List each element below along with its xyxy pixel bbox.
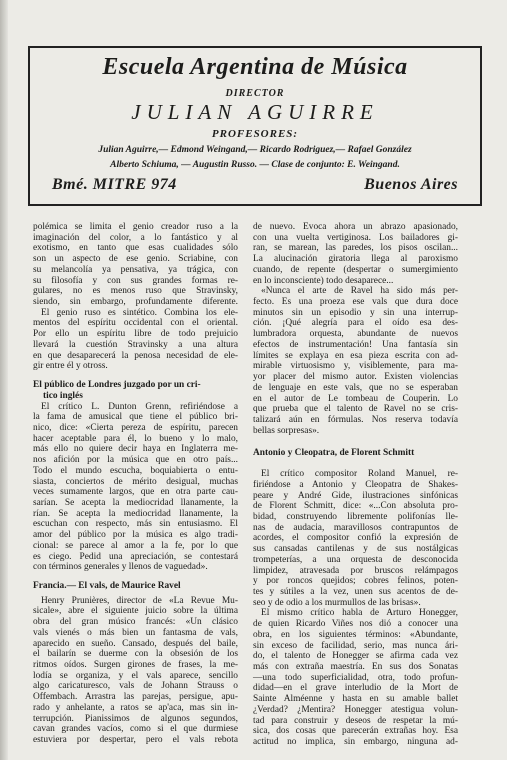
section-heading-londres: El público de Londres juzgado por un cri- (33, 380, 201, 391)
text-line: mirable virtuosismo y, visiblemente, para ma- (253, 361, 458, 372)
text-line: Henry Prunières, director de «La Revue Mu- (41, 595, 238, 606)
text-line: hacer aceptable para él, lo bueno y lo malo, (33, 433, 238, 444)
text-line: «Nunca el arte de Ravel ha sido más per- (261, 286, 458, 297)
text-line: más con extraña maestría. En sus dos Sonatas (253, 662, 458, 673)
text-line: y por roncos quejidos; cobres felinos, poten- (253, 576, 458, 587)
text-line: gir entre él y otross. (33, 361, 108, 372)
text-line: imaginación del color, a lo fantástico y al (33, 232, 238, 243)
text-line: firiéndose a Antonio y Cleopatra de Shakes- (253, 479, 458, 490)
text-line: de lenguaje en este vals, que no se esperaban (253, 382, 458, 393)
advertisement-box (28, 46, 482, 206)
left-column (33, 222, 238, 746)
section-heading-antonio-cleopatra: Antonio y Cleopatra, de Florent Schmitt (253, 448, 415, 459)
text-line: gulares, no es menos ruso que Stravinsky, (33, 286, 238, 297)
text-line: siasta, conciertos de mérito desigual, muchas (33, 476, 238, 487)
text-line: yor placer del mismo autor. Existen violencias (253, 372, 458, 383)
text-line: trompeterías, a una orquesta de desconocida (253, 554, 458, 565)
text-line: sus cansadas cantilenas y de sus nostálgicas (253, 544, 458, 555)
text-line: sin exceso de facilidad, serio, mas nunca ári- (253, 640, 458, 651)
text-line: ran, se marean, las paredes, los pisos oscilan... (253, 243, 458, 254)
text-line: la fama de amusical que tiene el público bri- (33, 412, 238, 423)
text-line: didad—en el grave interludio de la Mort de (253, 683, 458, 694)
paragraph-scriabine (33, 222, 238, 372)
right-column (253, 222, 458, 748)
text-line: ¿Verdad? ¿Mentira? Honegger atestigua volun- (253, 704, 458, 715)
paragraph-londres (33, 402, 238, 574)
text-line: ritmos oídos. Surgen girones de frases, la me- (33, 660, 238, 671)
text-line: tad para construir y deseos de respetar la mú- (253, 715, 458, 726)
text-line: aparecido en sueño. Cansado, después del baile, (33, 638, 238, 649)
text-line: seo y de odio a los murmullos de las brisas». (253, 597, 421, 608)
text-line: Offembach. Arrastra las parejas, persigue, apu- (33, 692, 238, 703)
text-line: escuchan con respecto, más sin entusiasmo. El (33, 519, 238, 530)
page-binding-edge (0, 0, 8, 760)
school-address: Bmé. MITRE 974 (52, 176, 177, 193)
text-line: sicale», abre el siguiente juicio sobre la última (33, 606, 238, 617)
text-line: sarían. Se acepta la mediocridad llanamente, la (33, 497, 238, 508)
text-line: El crítico L. Dunton Grenn, refiriéndose a (41, 401, 238, 412)
school-title: Escuela Argentina de Música (102, 54, 408, 80)
text-line: vals vienés o más bien un fantasma de vals, (33, 627, 238, 638)
text-line: con términos generales y llenos de vaguedad». (33, 562, 208, 573)
text-line: nas de audacia, maravillosos contrapuntos de (253, 522, 458, 533)
text-line: de Florent Schmitt, dice: «...Con absoluta pro- (253, 501, 458, 512)
text-line: de quien Ricardo Viñes nos dió a conocer una (253, 619, 458, 630)
text-line: bidad, construyendo libremente polifonías lle- (253, 511, 458, 522)
text-line: más ello no quiere decir haya en Inglaterra me- (33, 444, 238, 455)
text-line: su filosofía y con sus grandes formas re- (33, 275, 238, 286)
profesores-line-2: Alberto Schiuma, — Augustin Russo. — Clase de conjunto: E. Weingand. (110, 160, 400, 170)
text-line: El genio ruso es sintético. Combina los ele- (41, 307, 238, 318)
text-line: rado y anhelante, a ratos se ap'aca, mas sin in- (33, 702, 238, 713)
section-heading-francia: Francia.— El vals, de Maurice Ravel (33, 581, 181, 591)
text-line: con una vuelta vertiginosa. Los bailadores gi- (253, 232, 458, 243)
text-line: en el autor de Le tombeau de Couperin. Lo (253, 393, 458, 404)
text-line: lumbradora orquesta, abundante de nuevos (253, 329, 458, 340)
text-line: lodía se organiza, y el vals aparece, sencillo (33, 670, 238, 681)
paragraph-honegger (253, 608, 458, 747)
text-line: polémica se limita el genio creador ruso a la (33, 222, 238, 232)
text-line: limpidez, atravesada por bruscos relámpagos (253, 565, 458, 576)
paragraph-ravel-vals (33, 596, 238, 746)
text-line: siendo, sin embargo, profundamente diferente. (33, 297, 238, 308)
text-line: Por ello un espíritu libre de todo prejuicio (33, 329, 238, 340)
profesores-line-1: Julian Aguirre,— Edmond Weingand,— Ricardo Rodriguez,— Rafael González (98, 145, 412, 155)
text-line: peare y André Gide, ilustraciones sinfónicas (253, 490, 458, 501)
text-line: nos afición por la música que en otro país... (33, 455, 238, 466)
text-line: ción. ¡Qué alegría para el oído esa des- (253, 318, 458, 329)
profesores-label: PROFESORES: (211, 128, 299, 140)
text-line: sica, dos cosas que parecerán extrañas hoy. Esa (253, 726, 458, 737)
text-line: el bailarín se duerme con la obsesión de los (33, 649, 238, 660)
text-line: que prueba que el talento de Ravel no se cris- (253, 404, 458, 415)
text-line: estuviera por despertar, pero el vals rebota (33, 735, 238, 746)
text-line: es ciego. Pedid una apreciación, se contestará (33, 551, 238, 562)
text-line: terrupción. Pianissimos de algunos segundos, (33, 713, 238, 724)
text-line: mentos del espíritu occidental con el oriental. (33, 318, 238, 329)
text-line: Sainte Alméenne y hasta en su amable ballet (253, 694, 458, 705)
text-line: son un aspecto de ese genio. Scriabine, con (33, 254, 238, 265)
paragraph-schmitt (253, 469, 458, 608)
text-line: exotismo, en tanto que esas cualidades sólo (33, 243, 238, 254)
text-line: talizará aún en fórmulas. Nos reserva todavía (253, 414, 458, 425)
text-line: La alucinación giratoria llega al paroxismo (253, 254, 458, 265)
text-line: rían. Se acepta la mediocridad llanamente, la (33, 508, 238, 519)
text-line: cuando, de repente (despertar o sumergimiento (253, 264, 458, 275)
text-line: llevará la cuestión Stravinsky a una altura (33, 339, 238, 350)
text-line: El crítico compositor Roland Manuel, re- (261, 469, 458, 480)
director-label: DIRECTOR (225, 88, 285, 99)
text-line: minutos sin un episodio y sin una interrup- (253, 307, 458, 318)
school-city: Buenos Aires (364, 176, 458, 193)
section-heading-londres-cont: tico inglés (43, 390, 83, 401)
text-line: do, el talento de Honegger se afirma cada vez (253, 651, 458, 662)
text-line: en lo inconsciente) todo desaparece... (253, 275, 394, 286)
text-line: obra del gran músico francés: «Un clásico (33, 617, 238, 628)
text-line: nico, dice: «Cierta pereza de espíritu, parecen (33, 422, 238, 433)
text-line: acordes, el compositor confió la expresión de (253, 533, 458, 544)
text-line: cavan grandes vacíos, como si el que durmiese (33, 724, 238, 735)
text-line: Todo el mundo escucha, boquiabierta o entu- (33, 465, 238, 476)
text-line: veces sumamente largos, que en otra parte cau- (33, 487, 238, 498)
text-line: algo caricaturesco, vals de Johann Strauss o (33, 681, 238, 692)
text-line: en que desaparecerá la penosa necesidad de ele- (33, 350, 238, 361)
paragraph-ravel-arte (253, 286, 458, 436)
text-line: de nuevo. Evoca ahora un abrazo apasionado, (253, 222, 458, 232)
text-line: actitud no implica, sin embargo, ninguna ad- (253, 737, 458, 748)
text-line: efectos de instrumentación! Una fantasía sin (253, 339, 458, 350)
paragraph-vals-continuation (253, 222, 458, 286)
text-line: tes y sútiles a la vez, unen sus acentos de de- (253, 587, 458, 597)
text-line: obra, en los siguientes términos: «Abundante, (253, 629, 458, 640)
text-line: —una todo superficialidad, otra, todo profun- (253, 672, 458, 683)
text-line: cional: se parece al amor a la fe, por lo que (33, 540, 238, 551)
text-line: su melancolía ya pensativa, ya trágica, con (33, 264, 238, 275)
text-line: fecto. Es una proeza ese vals que dura doce (253, 297, 458, 308)
text-line: límites se explaya en esa pieza escrita con ad- (253, 350, 458, 361)
text-line: amor del público por la música es algo tradi- (33, 530, 238, 541)
text-line: El mismo crítico habla de Arturo Honegger, (261, 608, 458, 619)
director-name: JULIAN AGUIRRE (131, 100, 379, 124)
text-line: bellas sorpresas». (253, 425, 320, 436)
